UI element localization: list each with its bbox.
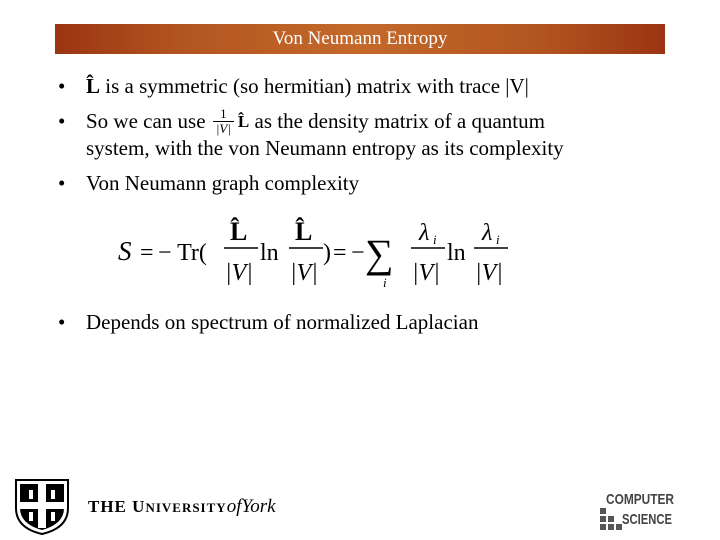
laplacian-symbol: L̂ <box>86 74 101 98</box>
formula-lambda-sub: i <box>496 232 500 247</box>
wordmark-the: THE <box>88 497 133 516</box>
formula-ln: ln <box>447 240 466 266</box>
cs-logo-line1: COMPUTER <box>606 491 675 508</box>
formula-close-paren: ) <box>323 240 331 266</box>
bullet-3 <box>58 168 359 199</box>
formula-lhs: S <box>118 236 132 266</box>
formula-l-hat: L̂ <box>295 217 313 246</box>
university-wordmark <box>88 496 276 518</box>
formula-lambda-sub: i <box>433 232 437 247</box>
bullet-dot: • <box>58 310 66 334</box>
formula-abs-v: |V| <box>290 260 318 286</box>
formula-lambda: λ <box>482 220 493 246</box>
formula-l-hat: L̂ <box>230 217 248 246</box>
formula-sum: ∑ <box>365 231 394 276</box>
wordmark-niversity: NIVERSITY <box>145 500 227 515</box>
bullet-dot: • <box>58 74 66 98</box>
formula-minus: − <box>351 240 365 266</box>
bullet-dot: • <box>58 109 66 133</box>
wordmark-u: U <box>132 497 146 516</box>
bullet-2-line2: system, with the von Neumann entropy as its complexity <box>86 136 564 160</box>
formula-abs-v: |V| <box>475 260 503 286</box>
formula-abs-v: |V| <box>225 260 253 286</box>
cs-logo-line2: SCIENCE <box>622 511 672 528</box>
wordmark-of: of <box>226 496 242 517</box>
cs-logo-icon <box>598 486 676 532</box>
wordmark-york: York <box>241 496 276 517</box>
fraction-denominator: |V| <box>213 121 234 136</box>
computer-science-logo <box>598 486 676 537</box>
formula-ln: ln <box>260 240 279 266</box>
bullet-4 <box>58 307 478 338</box>
entropy-formula <box>118 212 518 302</box>
formula-sum-index: i <box>383 275 387 290</box>
slide-title: Von Neumann Entropy <box>272 28 448 49</box>
formula-minus-trace: − Tr( <box>158 240 207 266</box>
bullet-1 <box>58 71 529 102</box>
formula-equals: = <box>333 240 347 266</box>
university-crest-icon <box>14 478 70 536</box>
bullet-3-text: Von Neumann graph complexity <box>86 171 360 195</box>
formula-abs-v: |V| <box>412 260 440 286</box>
bullet-1-text: is a symmetric (so hermitian) matrix with trace |V| <box>100 74 529 98</box>
bullet-2 <box>58 106 564 164</box>
inline-fraction <box>213 107 234 136</box>
bullet-2-pre: So we can use <box>86 109 211 133</box>
bullet-2-post: as the density matrix of a quantum <box>249 109 545 133</box>
formula-lambda: λ <box>419 220 430 246</box>
laplacian-symbol: L̂ <box>237 112 250 131</box>
slide-title-bar <box>55 24 665 54</box>
bullet-dot: • <box>58 171 66 195</box>
formula-equals: = <box>140 240 154 266</box>
fraction-numerator: 1 <box>220 106 227 121</box>
bullet-4-text: Depends on spectrum of normalized Laplacian <box>86 310 479 334</box>
